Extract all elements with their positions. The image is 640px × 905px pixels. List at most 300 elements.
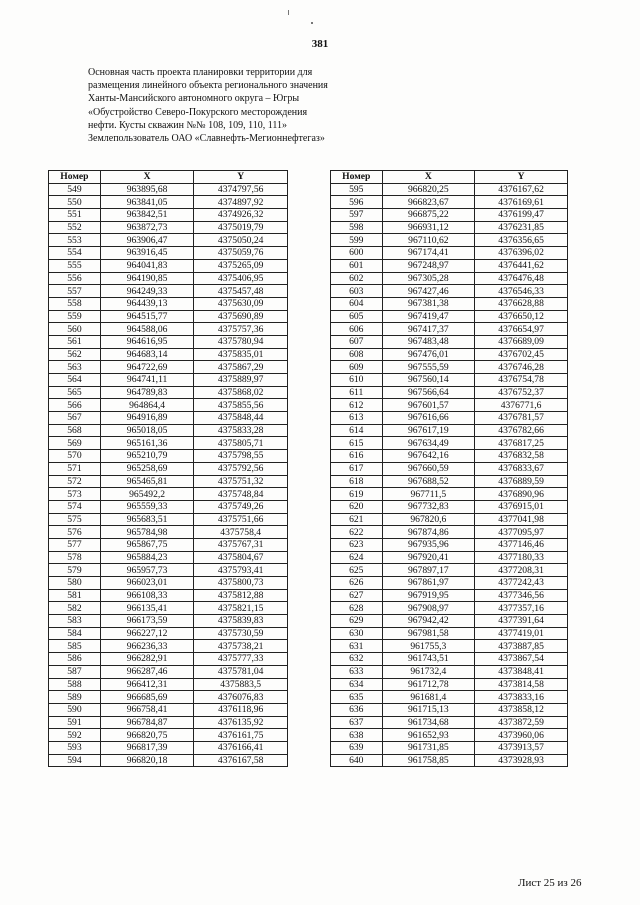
point-number-cell: 605 bbox=[331, 310, 383, 323]
x-coordinate-cell: 967381,38 bbox=[382, 297, 475, 310]
point-number-cell: 632 bbox=[331, 653, 383, 666]
x-coordinate-cell: 967820,6 bbox=[382, 513, 475, 526]
x-coordinate-cell: 964041,83 bbox=[100, 259, 194, 272]
x-coordinate-cell: 967634,49 bbox=[382, 437, 475, 450]
table-row bbox=[331, 374, 568, 387]
point-number-cell: 600 bbox=[331, 247, 383, 260]
point-number-cell: 562 bbox=[49, 348, 101, 361]
y-coordinate-cell: 4377346,56 bbox=[475, 589, 568, 602]
x-coordinate-cell: 967935,96 bbox=[382, 538, 475, 551]
page-number: 381 bbox=[311, 38, 329, 50]
x-coordinate-cell: 965559,33 bbox=[100, 500, 194, 513]
x-coordinate-cell: 965161,36 bbox=[100, 437, 194, 450]
table-row bbox=[49, 183, 288, 196]
column-header-number: Номер bbox=[331, 171, 383, 184]
x-coordinate-cell: 967617,19 bbox=[382, 424, 475, 437]
table-row bbox=[49, 627, 288, 640]
point-number-cell: 625 bbox=[331, 564, 383, 577]
point-number-cell: 635 bbox=[331, 691, 383, 704]
point-number-cell: 624 bbox=[331, 551, 383, 564]
table-row bbox=[49, 703, 288, 716]
x-coordinate-cell: 961758,85 bbox=[382, 754, 475, 767]
y-coordinate-cell: 4376890,96 bbox=[475, 488, 568, 501]
table-row bbox=[331, 272, 568, 285]
point-number-cell: 626 bbox=[331, 577, 383, 590]
point-number-cell: 634 bbox=[331, 678, 383, 691]
point-number-cell: 614 bbox=[331, 424, 383, 437]
point-number-cell: 618 bbox=[331, 475, 383, 488]
y-coordinate-cell: 4375804,67 bbox=[194, 551, 288, 564]
y-coordinate-cell: 4377419,01 bbox=[475, 627, 568, 640]
point-number-cell: 581 bbox=[49, 589, 101, 602]
point-number-cell: 565 bbox=[49, 386, 101, 399]
point-number-cell: 569 bbox=[49, 437, 101, 450]
point-number-cell: 584 bbox=[49, 627, 101, 640]
x-coordinate-cell: 966931,12 bbox=[382, 221, 475, 234]
point-number-cell: 556 bbox=[49, 272, 101, 285]
x-coordinate-cell: 966817,39 bbox=[100, 741, 194, 754]
y-coordinate-cell: 4376199,47 bbox=[475, 209, 568, 222]
y-coordinate-cell: 4375839,83 bbox=[194, 615, 288, 628]
x-coordinate-cell: 966823,67 bbox=[382, 196, 475, 209]
y-coordinate-cell: 4376650,12 bbox=[475, 310, 568, 323]
point-number-cell: 593 bbox=[49, 741, 101, 754]
y-coordinate-cell: 4374797,56 bbox=[194, 183, 288, 196]
table-row bbox=[49, 209, 288, 222]
x-coordinate-cell: 967981,58 bbox=[382, 627, 475, 640]
header-line: размещения линейного объекта регионального значения bbox=[88, 80, 328, 92]
y-coordinate-cell: 4375749,26 bbox=[194, 500, 288, 513]
table-row bbox=[331, 234, 568, 247]
y-coordinate-cell: 4375050,24 bbox=[194, 234, 288, 247]
x-coordinate-cell: 963841,05 bbox=[100, 196, 194, 209]
table-row bbox=[49, 729, 288, 742]
x-coordinate-cell: 967555,59 bbox=[382, 361, 475, 374]
point-number-cell: 566 bbox=[49, 399, 101, 412]
point-number-cell: 580 bbox=[49, 577, 101, 590]
x-coordinate-cell: 964249,33 bbox=[100, 285, 194, 298]
y-coordinate-cell: 4373867,54 bbox=[475, 653, 568, 666]
point-number-cell: 609 bbox=[331, 361, 383, 374]
table-row bbox=[331, 361, 568, 374]
table-row bbox=[331, 729, 568, 742]
x-coordinate-cell: 965018,05 bbox=[100, 424, 194, 437]
point-number-cell: 617 bbox=[331, 462, 383, 475]
table-row bbox=[49, 399, 288, 412]
x-coordinate-cell: 964916,89 bbox=[100, 412, 194, 425]
x-coordinate-cell: 963872,73 bbox=[100, 221, 194, 234]
table-row bbox=[49, 488, 288, 501]
point-number-cell: 598 bbox=[331, 221, 383, 234]
y-coordinate-cell: 4377146,46 bbox=[475, 538, 568, 551]
x-coordinate-cell: 965884,23 bbox=[100, 551, 194, 564]
x-coordinate-cell: 967861,97 bbox=[382, 577, 475, 590]
y-coordinate-cell: 4375630,09 bbox=[194, 297, 288, 310]
x-coordinate-cell: 966784,87 bbox=[100, 716, 194, 729]
y-coordinate-cell: 4376781,57 bbox=[475, 412, 568, 425]
table-row bbox=[49, 716, 288, 729]
y-coordinate-cell: 4375751,32 bbox=[194, 475, 288, 488]
y-coordinate-cell: 4376476,48 bbox=[475, 272, 568, 285]
y-coordinate-cell: 4373833,16 bbox=[475, 691, 568, 704]
x-coordinate-cell: 966875,22 bbox=[382, 209, 475, 222]
y-coordinate-cell: 4375833,28 bbox=[194, 424, 288, 437]
table-row bbox=[331, 386, 568, 399]
table-row bbox=[49, 196, 288, 209]
point-number-cell: 599 bbox=[331, 234, 383, 247]
table-row bbox=[331, 602, 568, 615]
point-number-cell: 623 bbox=[331, 538, 383, 551]
x-coordinate-cell: 967566,64 bbox=[382, 386, 475, 399]
x-coordinate-cell: 966287,46 bbox=[100, 665, 194, 678]
y-coordinate-cell: 4375848,44 bbox=[194, 412, 288, 425]
table-header-row bbox=[49, 171, 288, 184]
y-coordinate-cell: 4377041,98 bbox=[475, 513, 568, 526]
table-row bbox=[331, 691, 568, 704]
x-coordinate-cell: 967417,37 bbox=[382, 323, 475, 336]
point-number-cell: 619 bbox=[331, 488, 383, 501]
x-coordinate-cell: 961715,13 bbox=[382, 703, 475, 716]
y-coordinate-cell: 4375730,59 bbox=[194, 627, 288, 640]
header-line: «Обустройство Северо-Покурского месторождения bbox=[88, 106, 308, 118]
y-coordinate-cell: 4375798,55 bbox=[194, 450, 288, 463]
point-number-cell: 608 bbox=[331, 348, 383, 361]
x-coordinate-cell: 967483,48 bbox=[382, 335, 475, 348]
x-coordinate-cell: 967942,42 bbox=[382, 615, 475, 628]
x-coordinate-cell: 961743,51 bbox=[382, 653, 475, 666]
y-coordinate-cell: 4375777,33 bbox=[194, 653, 288, 666]
x-coordinate-cell: 964190,85 bbox=[100, 272, 194, 285]
y-coordinate-cell: 4376441,62 bbox=[475, 259, 568, 272]
point-number-cell: 572 bbox=[49, 475, 101, 488]
table-row bbox=[331, 437, 568, 450]
y-coordinate-cell: 4376161,75 bbox=[194, 729, 288, 742]
table-row bbox=[331, 627, 568, 640]
y-coordinate-cell: 4375868,02 bbox=[194, 386, 288, 399]
point-number-cell: 606 bbox=[331, 323, 383, 336]
header-line: Основная часть проекта планировки территории для bbox=[88, 67, 313, 78]
header-line: нефти. Кусты скважин №№ 108, 109, 110, 111» bbox=[88, 119, 287, 131]
table-row bbox=[331, 665, 568, 678]
table-row bbox=[331, 577, 568, 590]
x-coordinate-cell: 961731,85 bbox=[382, 741, 475, 754]
y-coordinate-cell: 4376817,25 bbox=[475, 437, 568, 450]
table-row bbox=[331, 348, 568, 361]
point-number-cell: 622 bbox=[331, 526, 383, 539]
y-coordinate-cell: 4375780,94 bbox=[194, 335, 288, 348]
point-number-cell: 570 bbox=[49, 450, 101, 463]
header-line: Ханты-Мансийского автономного округа – Югры bbox=[88, 93, 300, 105]
x-coordinate-cell: 967919,95 bbox=[382, 589, 475, 602]
y-coordinate-cell: 4375751,66 bbox=[194, 513, 288, 526]
point-number-cell: 615 bbox=[331, 437, 383, 450]
y-coordinate-cell: 4375889,97 bbox=[194, 374, 288, 387]
x-coordinate-cell: 967688,52 bbox=[382, 475, 475, 488]
y-coordinate-cell: 4375883,5 bbox=[194, 678, 288, 691]
table-row bbox=[331, 754, 568, 767]
x-coordinate-cell: 964864,4 bbox=[100, 399, 194, 412]
x-coordinate-cell: 964722,69 bbox=[100, 361, 194, 374]
point-number-cell: 582 bbox=[49, 602, 101, 615]
point-number-cell: 550 bbox=[49, 196, 101, 209]
table-row bbox=[331, 564, 568, 577]
y-coordinate-cell: 4376135,92 bbox=[194, 716, 288, 729]
table-row bbox=[49, 259, 288, 272]
column-header-y: Y bbox=[475, 171, 568, 184]
table-row bbox=[49, 247, 288, 260]
point-number-cell: 576 bbox=[49, 526, 101, 539]
y-coordinate-cell: 4376654,97 bbox=[475, 323, 568, 336]
table-row bbox=[331, 513, 568, 526]
table-row bbox=[49, 323, 288, 336]
y-coordinate-cell: 4376118,96 bbox=[194, 703, 288, 716]
y-coordinate-cell: 4373960,06 bbox=[475, 729, 568, 742]
y-coordinate-cell: 4376628,88 bbox=[475, 297, 568, 310]
point-number-cell: 589 bbox=[49, 691, 101, 704]
y-coordinate-cell: 4375855,56 bbox=[194, 399, 288, 412]
table-row bbox=[49, 513, 288, 526]
table-row bbox=[49, 551, 288, 564]
table-row bbox=[49, 297, 288, 310]
scan-mark bbox=[288, 10, 289, 15]
table-row bbox=[331, 475, 568, 488]
point-number-cell: 564 bbox=[49, 374, 101, 387]
point-number-cell: 549 bbox=[49, 183, 101, 196]
point-number-cell: 555 bbox=[49, 259, 101, 272]
point-number-cell: 620 bbox=[331, 500, 383, 513]
x-coordinate-cell: 961734,68 bbox=[382, 716, 475, 729]
x-coordinate-cell: 964588,06 bbox=[100, 323, 194, 336]
point-number-cell: 553 bbox=[49, 234, 101, 247]
point-number-cell: 563 bbox=[49, 361, 101, 374]
table-row bbox=[49, 424, 288, 437]
point-number-cell: 597 bbox=[331, 209, 383, 222]
y-coordinate-cell: 4375265,09 bbox=[194, 259, 288, 272]
table-row bbox=[49, 437, 288, 450]
x-coordinate-cell: 964683,14 bbox=[100, 348, 194, 361]
table-row bbox=[49, 602, 288, 615]
y-coordinate-cell: 4376889,59 bbox=[475, 475, 568, 488]
y-coordinate-cell: 4376076,83 bbox=[194, 691, 288, 704]
point-number-cell: 612 bbox=[331, 399, 383, 412]
x-coordinate-cell: 967642,16 bbox=[382, 450, 475, 463]
point-number-cell: 557 bbox=[49, 285, 101, 298]
table-row bbox=[331, 310, 568, 323]
table-row bbox=[49, 221, 288, 234]
table-row bbox=[331, 500, 568, 513]
y-coordinate-cell: 4375757,36 bbox=[194, 323, 288, 336]
table-row bbox=[49, 462, 288, 475]
table-row bbox=[49, 374, 288, 387]
column-header-x: X bbox=[100, 171, 194, 184]
table-row bbox=[331, 424, 568, 437]
x-coordinate-cell: 967560,14 bbox=[382, 374, 475, 387]
y-coordinate-cell: 4376167,58 bbox=[194, 754, 288, 767]
y-coordinate-cell: 4373913,57 bbox=[475, 741, 568, 754]
y-coordinate-cell: 4375406,95 bbox=[194, 272, 288, 285]
point-number-cell: 554 bbox=[49, 247, 101, 260]
y-coordinate-cell: 4376782,66 bbox=[475, 424, 568, 437]
y-coordinate-cell: 4375792,56 bbox=[194, 462, 288, 475]
point-number-cell: 595 bbox=[331, 183, 383, 196]
x-coordinate-cell: 961732,4 bbox=[382, 665, 475, 678]
y-coordinate-cell: 4375748,84 bbox=[194, 488, 288, 501]
x-coordinate-cell: 964439,13 bbox=[100, 297, 194, 310]
point-number-cell: 568 bbox=[49, 424, 101, 437]
coordinates-table-right bbox=[330, 170, 568, 767]
y-coordinate-cell: 4375781,04 bbox=[194, 665, 288, 678]
y-coordinate-cell: 4376702,45 bbox=[475, 348, 568, 361]
y-coordinate-cell: 4373814,58 bbox=[475, 678, 568, 691]
table-row bbox=[331, 259, 568, 272]
table-header-row bbox=[331, 171, 568, 184]
table-row bbox=[49, 361, 288, 374]
x-coordinate-cell: 966023,01 bbox=[100, 577, 194, 590]
y-coordinate-cell: 4373872,59 bbox=[475, 716, 568, 729]
y-coordinate-cell: 4376915,01 bbox=[475, 500, 568, 513]
table-row bbox=[331, 589, 568, 602]
table-row bbox=[331, 196, 568, 209]
x-coordinate-cell: 965492,2 bbox=[100, 488, 194, 501]
point-number-cell: 610 bbox=[331, 374, 383, 387]
point-number-cell: 573 bbox=[49, 488, 101, 501]
x-coordinate-cell: 964515,77 bbox=[100, 310, 194, 323]
column-header-y: Y bbox=[194, 171, 288, 184]
x-coordinate-cell: 966412,31 bbox=[100, 678, 194, 691]
x-coordinate-cell: 963842,51 bbox=[100, 209, 194, 222]
table-row bbox=[331, 640, 568, 653]
scan-mark bbox=[311, 22, 313, 24]
y-coordinate-cell: 4375457,48 bbox=[194, 285, 288, 298]
x-coordinate-cell: 967419,47 bbox=[382, 310, 475, 323]
sheet-counter: Лист 25 из 26 bbox=[518, 877, 582, 889]
x-coordinate-cell: 966820,18 bbox=[100, 754, 194, 767]
x-coordinate-cell: 961755,3 bbox=[382, 640, 475, 653]
table-row bbox=[49, 754, 288, 767]
point-number-cell: 607 bbox=[331, 335, 383, 348]
y-coordinate-cell: 4377208,31 bbox=[475, 564, 568, 577]
table-row bbox=[331, 741, 568, 754]
table-row bbox=[49, 285, 288, 298]
point-number-cell: 567 bbox=[49, 412, 101, 425]
table-row bbox=[331, 297, 568, 310]
point-number-cell: 587 bbox=[49, 665, 101, 678]
y-coordinate-cell: 4373928,93 bbox=[475, 754, 568, 767]
y-coordinate-cell: 4377357,16 bbox=[475, 602, 568, 615]
point-number-cell: 591 bbox=[49, 716, 101, 729]
x-coordinate-cell: 967874,86 bbox=[382, 526, 475, 539]
y-coordinate-cell: 4376754,78 bbox=[475, 374, 568, 387]
table-row bbox=[49, 640, 288, 653]
y-coordinate-cell: 4377242,43 bbox=[475, 577, 568, 590]
y-coordinate-cell: 4376396,02 bbox=[475, 247, 568, 260]
table-row bbox=[49, 589, 288, 602]
y-coordinate-cell: 4375800,73 bbox=[194, 577, 288, 590]
x-coordinate-cell: 967920,41 bbox=[382, 551, 475, 564]
table-row bbox=[49, 678, 288, 691]
y-coordinate-cell: 4375812,88 bbox=[194, 589, 288, 602]
table-row bbox=[49, 500, 288, 513]
table-row bbox=[49, 665, 288, 678]
table-row bbox=[49, 615, 288, 628]
x-coordinate-cell: 963895,68 bbox=[100, 183, 194, 196]
point-number-cell: 639 bbox=[331, 741, 383, 754]
table-row bbox=[49, 564, 288, 577]
coordinates-table-left bbox=[48, 170, 288, 767]
x-coordinate-cell: 967248,97 bbox=[382, 259, 475, 272]
point-number-cell: 571 bbox=[49, 462, 101, 475]
table-row bbox=[49, 272, 288, 285]
y-coordinate-cell: 4376166,41 bbox=[194, 741, 288, 754]
x-coordinate-cell: 963906,47 bbox=[100, 234, 194, 247]
table-row bbox=[331, 221, 568, 234]
x-coordinate-cell: 967660,59 bbox=[382, 462, 475, 475]
x-coordinate-cell: 967616,66 bbox=[382, 412, 475, 425]
y-coordinate-cell: 4376746,28 bbox=[475, 361, 568, 374]
y-coordinate-cell: 4376546,33 bbox=[475, 285, 568, 298]
table-row bbox=[49, 577, 288, 590]
y-coordinate-cell: 4375019,79 bbox=[194, 221, 288, 234]
table-row bbox=[331, 678, 568, 691]
x-coordinate-cell: 966685,69 bbox=[100, 691, 194, 704]
table-row bbox=[331, 615, 568, 628]
table-row bbox=[49, 310, 288, 323]
table-row bbox=[331, 450, 568, 463]
point-number-cell: 603 bbox=[331, 285, 383, 298]
x-coordinate-cell: 966108,33 bbox=[100, 589, 194, 602]
table-row bbox=[49, 538, 288, 551]
y-coordinate-cell: 4376231,85 bbox=[475, 221, 568, 234]
x-coordinate-cell: 965258,69 bbox=[100, 462, 194, 475]
x-coordinate-cell: 967711,5 bbox=[382, 488, 475, 501]
point-number-cell: 560 bbox=[49, 323, 101, 336]
point-number-cell: 558 bbox=[49, 297, 101, 310]
document-header bbox=[88, 66, 418, 145]
x-coordinate-cell: 967174,41 bbox=[382, 247, 475, 260]
point-number-cell: 627 bbox=[331, 589, 383, 602]
table-row bbox=[331, 335, 568, 348]
table-row bbox=[49, 234, 288, 247]
table-row bbox=[331, 247, 568, 260]
x-coordinate-cell: 967427,46 bbox=[382, 285, 475, 298]
x-coordinate-cell: 966227,12 bbox=[100, 627, 194, 640]
point-number-cell: 638 bbox=[331, 729, 383, 742]
x-coordinate-cell: 966820,75 bbox=[100, 729, 194, 742]
header-line: Землепользователь ОАО «Славнефть-Мегионнефтегаз» bbox=[88, 133, 325, 145]
y-coordinate-cell: 4375835,01 bbox=[194, 348, 288, 361]
x-coordinate-cell: 965465,81 bbox=[100, 475, 194, 488]
point-number-cell: 613 bbox=[331, 412, 383, 425]
x-coordinate-cell: 964789,83 bbox=[100, 386, 194, 399]
point-number-cell: 561 bbox=[49, 335, 101, 348]
table-row bbox=[331, 703, 568, 716]
y-coordinate-cell: 4373887,85 bbox=[475, 640, 568, 653]
x-coordinate-cell: 966820,25 bbox=[382, 183, 475, 196]
point-number-cell: 611 bbox=[331, 386, 383, 399]
x-coordinate-cell: 966758,41 bbox=[100, 703, 194, 716]
point-number-cell: 574 bbox=[49, 500, 101, 513]
x-coordinate-cell: 965210,79 bbox=[100, 450, 194, 463]
point-number-cell: 631 bbox=[331, 640, 383, 653]
x-coordinate-cell: 966236,33 bbox=[100, 640, 194, 653]
x-coordinate-cell: 967897,17 bbox=[382, 564, 475, 577]
y-coordinate-cell: 4375059,76 bbox=[194, 247, 288, 260]
y-coordinate-cell: 4375767,31 bbox=[194, 538, 288, 551]
x-coordinate-cell: 966173,59 bbox=[100, 615, 194, 628]
y-coordinate-cell: 4377095,97 bbox=[475, 526, 568, 539]
y-coordinate-cell: 4376771,6 bbox=[475, 399, 568, 412]
y-coordinate-cell: 4377391,64 bbox=[475, 615, 568, 628]
